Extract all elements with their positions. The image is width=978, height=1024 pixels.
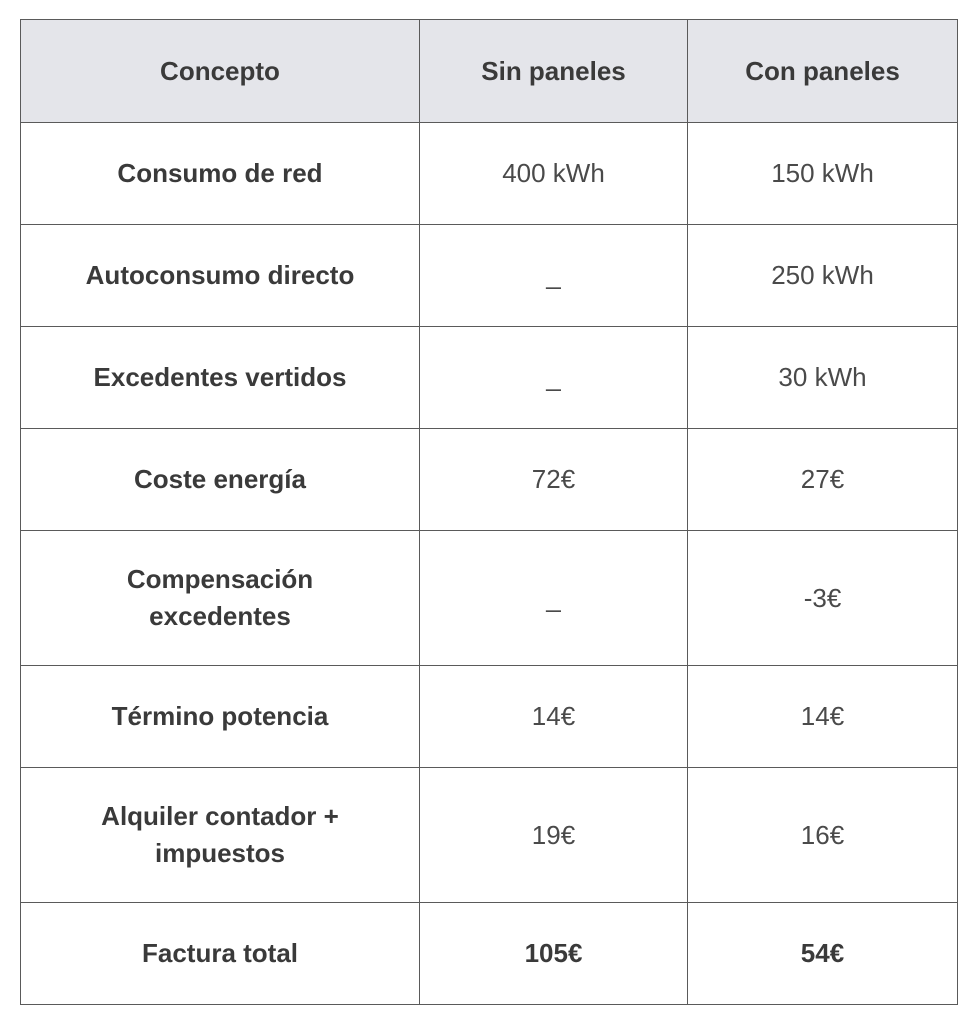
cell-sin-paneles: 14€ bbox=[420, 666, 688, 768]
comparison-table bbox=[20, 19, 958, 1005]
cell-con-paneles: 30 kWh bbox=[688, 327, 958, 429]
row-label-autoconsumo-directo: Autoconsumo directo bbox=[21, 225, 420, 327]
table-row bbox=[21, 225, 958, 327]
table-row bbox=[21, 123, 958, 225]
row-label-line: Compensación bbox=[126, 564, 314, 594]
cell-sin-paneles: 400 kWh bbox=[420, 123, 688, 225]
cell-con-paneles: 14€ bbox=[688, 666, 958, 768]
cell-total-sin-paneles: 105€ bbox=[420, 903, 688, 1005]
cell-con-paneles: 250 kWh bbox=[688, 225, 958, 327]
header-concepto: Concepto bbox=[21, 20, 420, 123]
table-row bbox=[21, 768, 958, 903]
table-row-total bbox=[21, 903, 958, 1005]
cell-con-paneles: 150 kWh bbox=[688, 123, 958, 225]
table-header-row bbox=[21, 20, 958, 123]
row-label-line: Alquiler contador + bbox=[101, 801, 339, 831]
table-row bbox=[21, 666, 958, 768]
cell-total-con-paneles: 54€ bbox=[688, 903, 958, 1005]
table-row bbox=[21, 429, 958, 531]
cell-con-paneles: 27€ bbox=[688, 429, 958, 531]
cell-con-paneles: -3€ bbox=[688, 531, 958, 666]
row-label-factura-total: Factura total bbox=[21, 903, 420, 1005]
row-label-line: impuestos bbox=[154, 838, 286, 868]
cell-sin-paneles: _ bbox=[420, 327, 688, 429]
cell-sin-paneles: _ bbox=[420, 225, 688, 327]
table-row bbox=[21, 531, 958, 666]
cell-con-paneles: 16€ bbox=[688, 768, 958, 903]
row-label-compensacion-excedentes bbox=[21, 531, 420, 666]
row-label-termino-potencia: Término potencia bbox=[21, 666, 420, 768]
cell-sin-paneles: _ bbox=[420, 531, 688, 666]
row-label-coste-energia: Coste energía bbox=[21, 429, 420, 531]
cell-sin-paneles: 19€ bbox=[420, 768, 688, 903]
row-label-line: excedentes bbox=[149, 601, 291, 631]
header-con-paneles: Con paneles bbox=[688, 20, 958, 123]
cell-sin-paneles: 72€ bbox=[420, 429, 688, 531]
row-label-excedentes-vertidos: Excedentes vertidos bbox=[21, 327, 420, 429]
row-label-alquiler-contador bbox=[21, 768, 420, 903]
row-label-consumo-de-red: Consumo de red bbox=[21, 123, 420, 225]
header-sin-paneles: Sin paneles bbox=[420, 20, 688, 123]
table-row bbox=[21, 327, 958, 429]
